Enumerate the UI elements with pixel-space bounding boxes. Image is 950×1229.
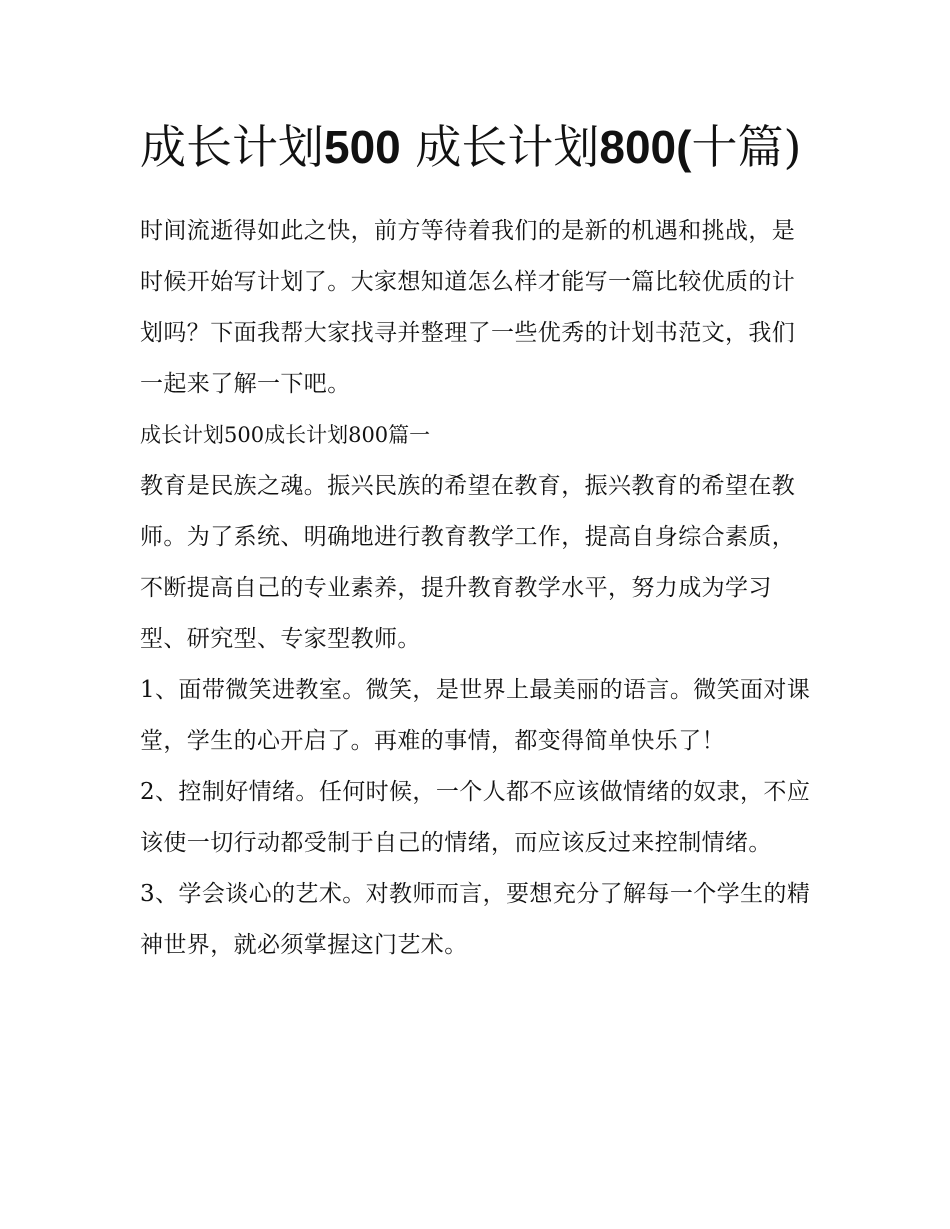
title-text-3: 十篇) (691, 120, 802, 174)
list-item-3: 3、学会谈心的艺术。对教师而言，要想充分了解每一个学生的精神世界，就必须掌握这门艺术。 (140, 881, 811, 958)
body-paragraph: 教育是民族之魂。振兴民族的希望在教育，振兴教育的希望在教师。为了系统、明确地进行教育教学工作，提高自身综合素质，不断提高自己的专业素养，提升教育教学水平，努力成为学习型、研究型、专家型教师。 (140, 473, 796, 652)
title-text-1: 成长计划 (140, 120, 324, 174)
document-title (140, 110, 812, 184)
title-number-1: 500 (324, 121, 401, 173)
title-number-2: 800( (599, 121, 692, 173)
list-item-1: 1、面带微笑进教室。微笑，是世界上最美丽的语言。微笑面对课堂，学生的心开启了。再难的事情，都变得简单快乐了！ (140, 677, 811, 754)
title-text-2: 成长计划 (400, 120, 600, 174)
intro-paragraph: 时间流逝得如此之快，前方等待着我们的是新的机遇和挑战，是时候开始写计划了。大家想知道怎么样才能写一篇比较优质的计划吗？下面我帮大家找寻并整理了一些优秀的计划书范文，我们一起来了解一下吧。 (140, 218, 796, 397)
list-item-2: 2、控制好情绪。任何时候，一个人都不应该做情绪的奴隶，不应该使一切行动都受制于自己的情绪，而应该反过来控制情绪。 (140, 779, 811, 856)
section-heading: 成长计划500成长计划800篇一 (140, 423, 431, 447)
document-body (140, 206, 812, 971)
document-page (140, 110, 812, 971)
